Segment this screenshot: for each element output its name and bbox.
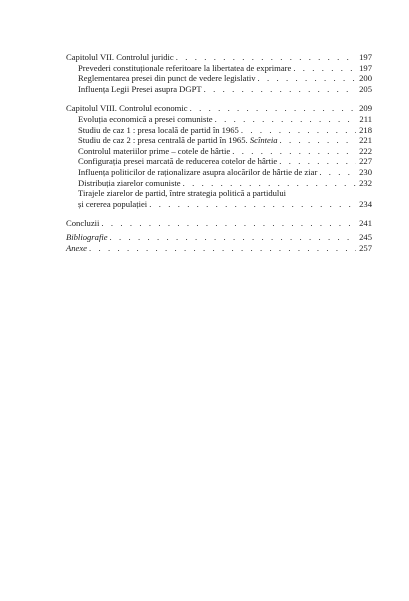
toc-page-number: 222: [359, 145, 372, 156]
dot-leader: [149, 199, 356, 210]
toc-entry-label: Capitolul VIII. Controlul economic: [66, 103, 188, 114]
toc-page-number: 200: [359, 73, 372, 84]
toc-page-number: 227: [359, 156, 372, 167]
dot-leader: [241, 125, 356, 136]
toc-section[interactable]: [66, 135, 372, 146]
toc-annexes[interactable]: [66, 243, 372, 254]
toc-entry-label: Configurația presei marcată de reducerea cotelor de hârtie: [78, 156, 278, 167]
toc-page-number: 245: [359, 231, 372, 242]
toc-section[interactable]: [66, 84, 372, 95]
toc-page-number: 197: [359, 52, 372, 62]
toc-page-number: 211: [359, 113, 372, 124]
toc-section[interactable]: [66, 146, 372, 157]
dot-leader: [232, 146, 356, 157]
toc-chapter-8[interactable]: [66, 103, 372, 114]
toc-entry-label-line1: Tirajele ziarelor de partid, între strategia politică a partidului: [78, 188, 287, 199]
toc-page-number: 221: [359, 135, 372, 146]
toc-entry-label: Controlul materiilor prime – cotele de hârtie: [78, 145, 231, 156]
toc-chapter-7[interactable]: [66, 52, 372, 63]
toc-section[interactable]: [66, 167, 372, 178]
toc-entry-label: Studiu de caz 1 : presa locală de partid în 1965: [78, 124, 239, 135]
dot-leader: [258, 73, 356, 84]
toc-page-number: 230: [359, 166, 372, 177]
toc-entry-label-text: Studiu de caz 2 : presa centrală de partid în 1965.: [78, 135, 248, 146]
dot-leader: [89, 243, 356, 254]
toc-section[interactable]: [66, 178, 372, 189]
toc-bibliography[interactable]: [66, 232, 372, 243]
toc-entry-label: Influența Legii Presei asupra DGPT: [78, 83, 202, 94]
toc-page-number: 234: [359, 198, 372, 209]
dot-leader: [183, 178, 356, 189]
dot-leader: [319, 167, 356, 178]
toc-section[interactable]: [66, 114, 372, 125]
dot-leader: [293, 63, 356, 74]
toc-section[interactable]: [66, 63, 372, 74]
toc-entry-label: Concluzii: [66, 218, 100, 229]
toc-entry-label: Capitolul VII. Controlul juridic: [66, 52, 174, 62]
toc-section[interactable]: [66, 125, 372, 136]
dot-leader: [101, 218, 356, 229]
toc-entry-label: Evoluția economică a presei comuniste: [78, 113, 213, 124]
toc-page-number: 197: [359, 62, 372, 73]
toc-entry-label-line2: și cererea populației: [78, 198, 148, 209]
toc-entry-label: Prevederi constituționale referitoare la libertatea de exprimare: [78, 62, 292, 73]
dot-leader: [110, 232, 356, 243]
toc-page-number: 232: [359, 177, 372, 188]
toc-entry-label: Bibliografie: [66, 231, 108, 242]
toc-section[interactable]: [66, 73, 372, 84]
toc-entry-label: Influența politicilor de raționalizare asupra alocărilor de hârtie de ziar: [78, 166, 318, 177]
toc-entry-label: [78, 135, 278, 146]
dot-leader: [280, 135, 356, 146]
dot-leader: [176, 52, 356, 63]
toc-entry-label-italic: Scînteia: [249, 135, 278, 146]
toc-section[interactable]: [66, 156, 372, 167]
toc-entry-line2: [78, 199, 372, 210]
toc-entry-label: Anexe: [66, 242, 87, 253]
dot-leader: [190, 103, 356, 114]
toc-conclusions[interactable]: [66, 218, 372, 229]
toc-page-number: 205: [359, 83, 372, 94]
toc-entry-label: Reglementarea presei din punct de vedere legislativ: [78, 73, 256, 84]
toc-page-number: 209: [359, 103, 372, 114]
dot-leader: [215, 114, 356, 125]
toc-page-number: 241: [359, 218, 372, 229]
toc-page-number: 218: [359, 124, 372, 135]
toc-section-multiline[interactable]: [66, 188, 372, 209]
dot-leader: [204, 84, 356, 95]
dot-leader: [279, 156, 356, 167]
toc-entry-label: Distribuția ziarelor comuniste: [78, 177, 181, 188]
toc-page-number: 257: [359, 242, 372, 253]
table-of-contents: [66, 52, 372, 253]
